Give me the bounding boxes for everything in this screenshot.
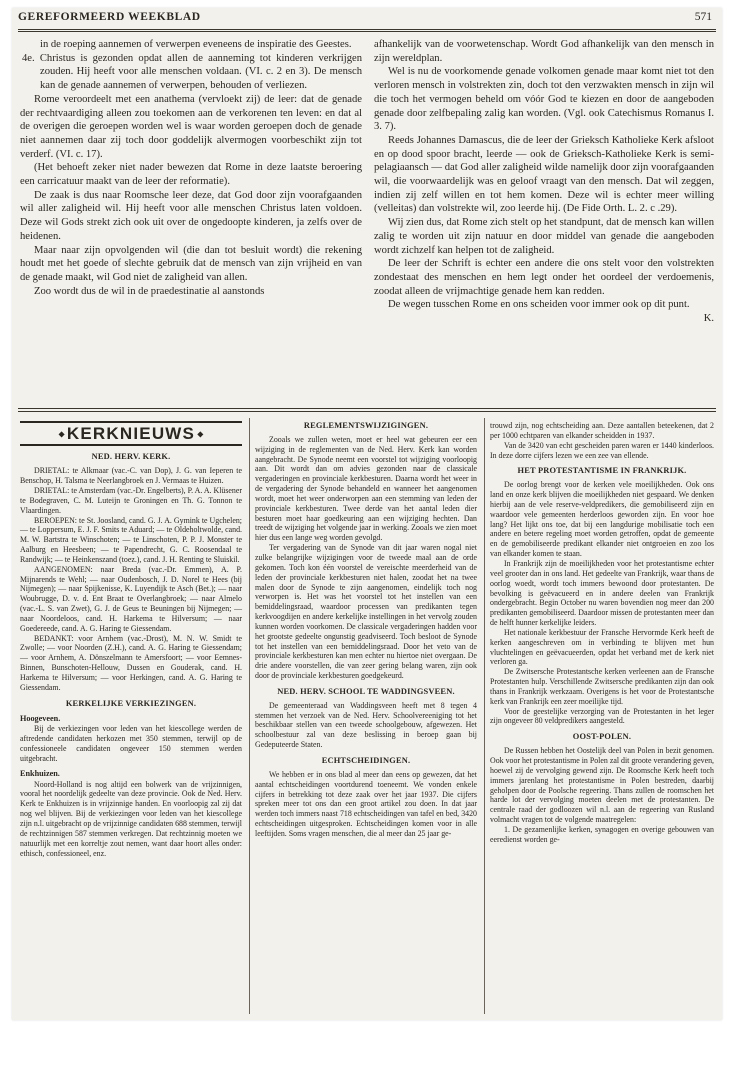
paragraph: Voor de geestelijke verzorging van de Protestanten in het leger zijn ongeveer 80 veldpredikers aangesteld.: [490, 706, 714, 726]
paragraph: Ter vergadering van de Synode van dit jaar waren nogal niet zulke belangrijke wijzigingen voor de tweede maal aan de orde gekomen. Toch kon één voorstel de vereischte meerderheid van de leden der provinciale kerkbesturen niet halen, zoodat het na twee malen door de Synode te zijn aangenomen, eindelijk toch nog verworpen is. Het was het voorstel tot het instellen van een bemiddelingsraad, waardoor processen van predikanten tegen kerkvoogdijen en andere kerkelijke instellingen in het vervolg zouden kunnen worden voorkomen. De classicale vergaderingen hadden voor het grootste gedeelte ongunstig geadviseerd. Toch besloot de Synode tot het instellen van een bemiddelingsraad. Door het veto van de provinciale kerkbesturen kan men echter nu hiertoe niet overgaan. De drie andere voorstellen, die van zeer gering belang waren, zijn ook door de provinciale kerkbesturen goedgekeurd.: [255, 543, 477, 681]
header-rule-2: [18, 31, 716, 32]
news-column-right: [490, 421, 714, 845]
place-heading: Enkhuizen.: [20, 768, 60, 778]
paragraph: De oorlog brengt voor de kerken vele moeilijkheden. Ook ons land en onze kerk blijven die moeilijkheden niet gespaard. We denken hierbij aan de vele reserve-veldpredikers, die gemobiliseerd zijn en waardoor vele gemeenten herderloos geworden zijn. En voor hoe lang? Het lijkt ons toe, dat bij een langdurige mobilisatie toch een andere en betere regeling moet worden getroffen, opdat de gemeente en de gemobiliseerde predikant elkander niet ontgroeien en zoo los van elkander komen te staan.: [490, 480, 714, 559]
paragraph: De Zwitsersche Protestantsche kerken verleenen aan de Fransche Protestanten hulp. Verschillende Zwitsersche predikanten zijn dan ook thans in Frankrijk werkzaam. Overigens is het voor de Protestantsche kerk van Frankrijk een zeer moeilijke tijd.: [490, 667, 714, 706]
paragraph: De gemeenteraad van Waddingsveen heeft met 8 tegen 4 stemmen het verzoek van de Ned. Herv. Schoolvereeniging tot het beschikbaar stellen van een tweede schoolgebouw, afgewezen. Het schoolbestuur zal van deze beslissing in beroep gaan bij Gedeputeerde Staten.: [255, 700, 477, 750]
kerknieuws-heading: ◆ KERKNIEUWS ◆: [20, 421, 242, 446]
paragraph: trouwd zijn, nog echtscheiding aan. Deze aantallen beteekenen, dat 2 per 1000 echtparen van elkander scheidden in 1937.: [490, 421, 714, 440]
kerknieuws-column: [20, 421, 242, 858]
paragraph: De leer der Schrift is echter een andere die ons stelt voor den volstrekten zondestaat des menschen en hem legt onder het oordeel der verdoemenis, zoodat alleen de vrijmachtige genade hem kan redden.: [374, 258, 714, 297]
newspaper-page: [12, 8, 722, 1020]
news-item: AANGENOMEN: naar Breda (vac.-Dr. Emmen), A. P. Mijnarends te Wehl; — naar Oudenbosch, J. D. Norel te Hees (bij Nijmegen); — naar Spijkenisse, K. Luyendijk te Asch (Bet.); — naar Woubrugge, D. v. d. Ent Braat te Overlangbroek; — naar Almelo (vac.-L. S. van Zwet), G. J. de Geus te Beuningen bij Nijmegen; — naar Noordeloos, cand. H. Harkema te Hilversum; — naar Goedereede, cand. A. G. Haring te Giessendam.: [20, 564, 242, 633]
paragraph: De Russen hebben het Oostelijk deel van Polen in bezit genomen. Ook voor het protestantisme in Polen zal dit groote verandering geven, hoewel zij de vervolging gewend zijn. De Roomsche Kerk heeft toch immers jarenlang het protestantisme in Polen bestreden, daarbij geholpen door de Poolsche regeering. Thans zullen de roomschen het harde lot der vervolging moeten deelen met de protestanten. De centrale raad der godloozen wil n.l. aan de regeering van Rusland volmacht vragen tot de volgende maatregelen:: [490, 746, 714, 825]
paragraph: Bij de verkiezingen voor leden van het kiescollege werden de aftredende candidaten herkozen met 350 stemmen, terwijl op de confessioneele candidaten ongeveer 150 stemmen werden uitgebracht.: [20, 724, 242, 763]
publication-title: GEREFORMEERD WEEKBLAD: [18, 11, 201, 23]
section-heading: OOST-POLEN.: [572, 732, 632, 742]
paragraph: Zooals we zullen weten, moet er heel wat gebeuren eer een wijziging in de reglementen van de Ned. Herv. Kerk kan worden aangebracht. De Synode neemt een voorstel tot wijziging voorloopig aan. Dit wordt dan om advies gezonden naar de classicale vergaderingen en provinciale kerkbesturen. Daarna wordt het weer in de vergadering der Synode behandeld en wanneer het aangenomen wordt, moet het weer onderworpen aan een stemming van leden der provinciale kerkbesturen. Twee derde van het aantal leden dier besturen moet haar goedkeuring aan een wijziging hechten. Dan treedt de wijziging het volgende jaar in werking. Zooals we zien moet hier dus een lange weg worden gevolgd.: [255, 434, 477, 543]
column-divider: [484, 418, 485, 1014]
section-heading: REGLEMENTSWIJZIGINGEN.: [303, 421, 429, 430]
section-heading: NED. HERV. SCHOOL TE WADDINGSVEEN.: [277, 686, 455, 696]
paragraph: Wel is nu de voorkomende genade volkomen genade maar komt niet tot den verloren mensch in volstrekten zin, doch tot den verzwakten mensch in zijn wil die toch het vermogen beheld om vóór God te kiezen en door de aangeboden genade door zelfbepaling zalig kan worden. (Vgl. ook Catechismus Romanus I. 3. 7).: [374, 66, 714, 133]
paragraph: De zaak is dus naar Roomsche leer deze, dat God door zijn voorafgaanden wil aller zaligheid wil. Hij heeft voor alle menschen Christus laten voldoen. Deze wil Gods strekt zich ook uit over de ongedoopte kinderen, ja zelfs over de heidenen.: [20, 189, 362, 242]
ornament-icon: ◆: [195, 429, 204, 439]
section-heading: ECHTSCHEIDINGEN.: [321, 756, 411, 765]
section-heading: KERKELIJKE VERKIEZINGEN.: [65, 698, 197, 708]
paragraph: afhankelijk van de voorwetenschap. Wordt God afhankelijk van den mensch in zijn wereldplan.: [374, 39, 714, 64]
section-heading: NED. HERV. KERK.: [91, 452, 171, 462]
author-signature: K.: [703, 313, 714, 325]
paragraph: (Het behoeft zeker niet nader bewezen dat Rome in deze laatste beroering een carricatuur maakt van de leer der reformatie).: [20, 162, 362, 188]
paragraph: Maar naar zijn opvolgenden wil (die dan tot besluit wordt) die rekening houdt met het goede of slechte gebruik dat de mensch van zijn vrijheid en van de genade maakt, wil God niet de zaligheid van allen.: [20, 244, 362, 283]
article-column-right: [374, 38, 714, 326]
page-number: 571: [694, 11, 712, 23]
section-heading: HET PROTESTANTISME IN FRANKRIJK.: [517, 466, 687, 476]
paragraph: 4e. Christus is gezonden opdat allen de aanneming tot kinderen verkrijgen zouden. Hij heeft voor alle menschen voldaan. (VI. c. 2 en 3). De mensch kan de genade aannemen of verwerpen, behouden of verliezen.: [22, 52, 362, 92]
paragraph: Zoo wordt dus de wil in de praedestinatie al aanstonds: [34, 285, 265, 297]
header-rule: [18, 29, 716, 30]
paragraph: Rome veroordeelt met een anathema (vervloekt zij) de leer: dat de genade der rechtvaardiging alleen zou toekomen aan de verkorenen ten leven: en dat al de overigen die geroepen worden wel is waar worden geroepen doch de genade niet aannemen daar zij toch door goddelijk alvermogen voorbeschikt zijn tot verderf. (VI. c. 17).: [20, 93, 362, 160]
page-header: [12, 8, 722, 30]
paragraph: Van de 3420 van echt gescheiden paren waren er 1440 kinderloos. In deze dorre cijfers lezen we een zee van ellende.: [490, 440, 714, 460]
column-divider: [249, 418, 250, 1014]
section-rule-2: [18, 411, 716, 412]
paragraph: Noord-Holland is nog altijd een bolwerk van de vrijzinnigen, vooral het noordelijk gedeelte van deze provincie. Ook de Ned. Herv. Kerk te Enkhuizen is in vrijzinnige handen. En voorloopig zal zij dat nog wel blijven. Bij de verkiezingen voor leden van het kiescollege zijn n.l. uitgebracht op de vrijzinnige candidaten 688 stemmen, terwijl de rechtzinnigen 587 stemmen verkregen. Dat rechtzinnig moeten we natuurlijk met een korreltje zout nemen, want daar hoort alles onder: ethisch, confessioneel, enz.: [20, 779, 242, 858]
ornament-icon: ◆: [58, 429, 67, 439]
news-item: BEDANKT: voor Arnhem (vac.-Drost), M. N. W. Smidt te Zwolle; — voor Noorden (Z.H.), cand. A. G. Haring te Giessendam; — voor Arnhem, A. Dönszelmann te Amersfoort; — voor Eemnes-Binnen, Bunschoten-Hellouw, Dussen en Gouderak, cand. H. Harkema te Hilversum; — voor Herkingen, cand. A. G. Haring te Giessendam.: [20, 633, 242, 692]
place-heading: Hoogeveen.: [20, 713, 61, 723]
paragraph: De wegen tusschen Rome en ons scheiden voor immer ook op dit punt.: [388, 299, 690, 311]
paragraph: In Frankrijk zijn de moeilijkheden voor het protestantisme echter veel grooter dan in ons land. Het gedeelte van Frankrijk, waar thans de oorlog woedt, wordt toch immers bewoond door protestanten. De bevolking is geëvacueerd en in andere deelen van Frankrijk ondergebracht. Begin October nu waren bovendien nog meer dan 200 predikanten gemobiliseerd. Daardoor missen de protestanten meer dan de helft hunner kerkelijke leiders.: [490, 558, 714, 628]
news-item: DRIETAL: te Amsterdam (vac.-Dr. Engelberts), P. A. A. Klüsener te Bodegraven, C. M. Luteijn te Groningen en Th. G. Tonnon te Vlaardingen.: [20, 485, 242, 515]
paragraph: in de roeping aannemen of verwerpen eveneens de inspiratie des Geestes.: [40, 39, 352, 50]
news-item: DRIETAL: te Alkmaar (vac.-C. van Dop), J. G. van Ieperen te Benschop, H. Talsma te Neerlangbroek en J. Vermaas te Huizen.: [20, 466, 242, 486]
news-column-middle: [255, 421, 477, 839]
section-rule: [18, 408, 716, 409]
article-column-left: [20, 38, 362, 298]
paragraph: Reeds Johannes Damascus, die de leer der Grieksch Katholieke Kerk afsloot en op dood spoor bracht, leerde — ook de Grieksch-Katholieke Kerk is semi-pelagiaansch — dat God aller zaligheid wilde namelijk door zijn voorafgaanden wil, die voorwaardelijk was en geloof vraagt van den mensch. Dat wil zeggen, indien zij zelf willen en tot hem komen. Deze wil is echter meer willing (velleitas) dan volstrekte wil, zoo leerde hij. (De Fide Orth. L. 2. c .29).: [374, 134, 714, 215]
paragraph: We hebben er in ons blad al meer dan eens op gewezen, dat het aantal echtscheidingen voortdurend toeneemt. We vonden enkele cijfers in betrekking tot deze zaak over het jaar 1937. Die cijfers spreken meer tot ons dan een groot artikel zou doen. In dat jaar werden toch immers naast 718 echtscheidingen van tafel en bed, 3420 echtscheidingen uitgesproken. Echtscheidingen komen voor in alle leeftijden. Soms vragen menschen, die al meer dan 25 jaar ge-: [255, 769, 477, 838]
news-item: BEROEPEN: te St. Joosland, cand. G. J. A. Gymink te Ugchelen; — te Loppersum, E. J. F. Smits te Aduard; — te Oldeholtwolde, cand. M. W. Bartstra te Winschoten; — te Linschoten, P. P. J. Monster te Aalburg en Heesbeen; — te Papendrecht, G. C. Roosendaal te Randwijk; — te Heinkenszand (toez.), cand. J. H. Renting te Sluiskil.: [20, 515, 242, 564]
paragraph: Wij zien dus, dat Rome zich stelt op het standpunt, dat de mensch kan willen zalig te worden uit zijn natuur en door middel van genade die aangeboden wordt zichzelf kan helpen tot de zaligheid.: [374, 217, 714, 256]
paragraph: Het nationale kerkbestuur der Fransche Hervormde Kerk heeft de kerken aangeschreven om in verbinding te blijven met hun vluchtelingen en geëvacueerden, opdat het verband met de kerk niet verloren ga.: [490, 627, 714, 667]
paragraph: 1. De gezamenlijke kerken, synagogen en overige gebouwen van eeredienst worden ge-: [490, 824, 714, 844]
